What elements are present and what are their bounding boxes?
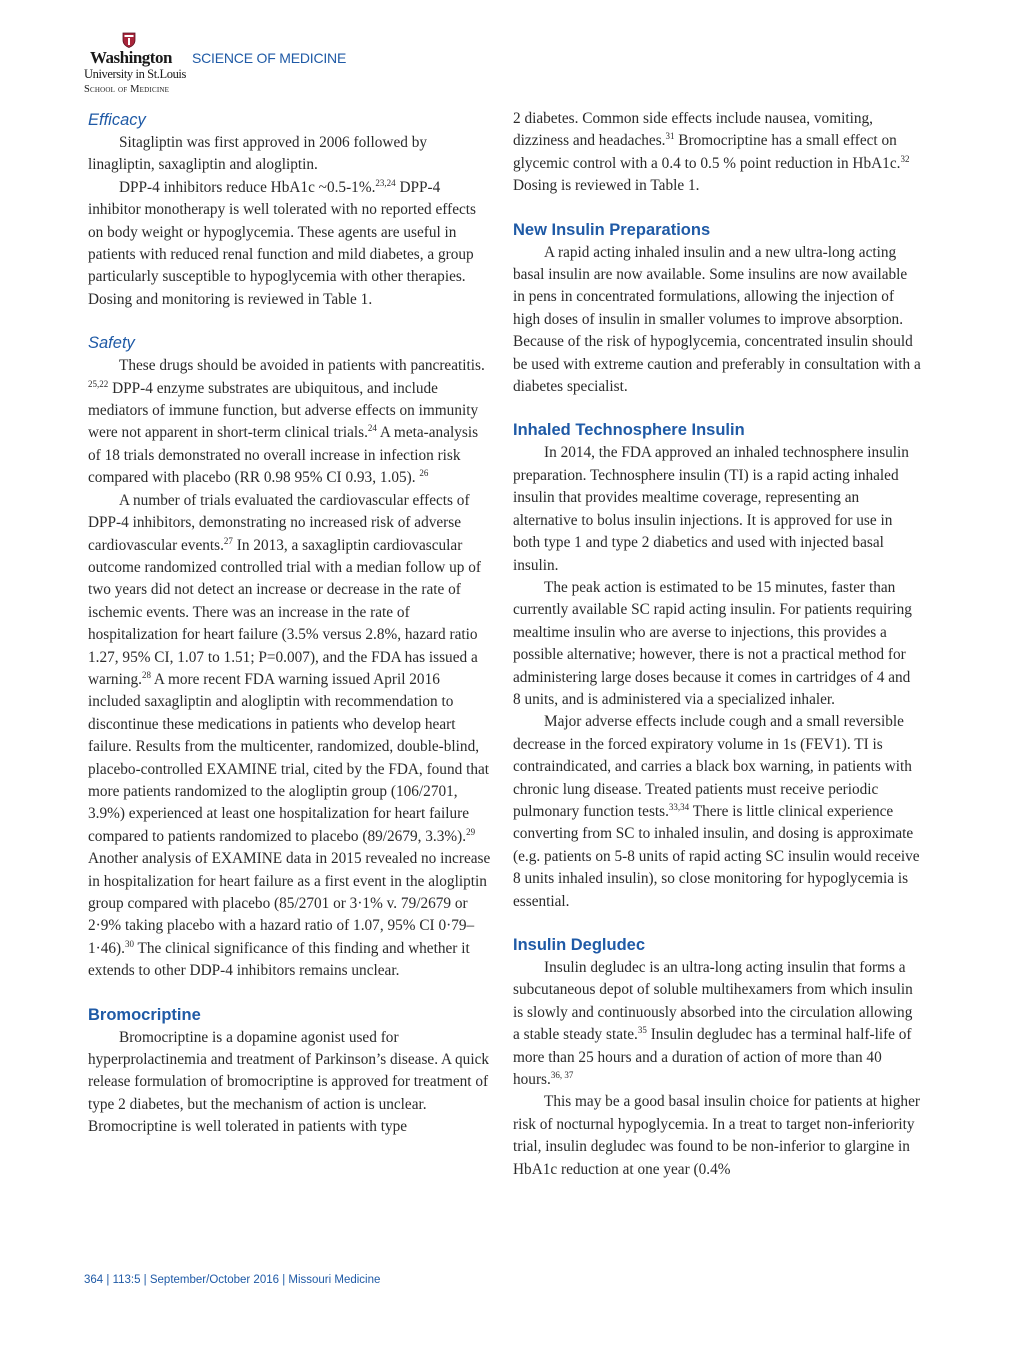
text-run: DPP-4 enzyme substrates are ubiquitous, and include mediators of immune function, but adverse effects on immunity were not apparent in short-term clinical trials. [88, 379, 479, 442]
text-run: The peak action is estimated to be 15 minutes, faster than currently available SC rapid acting insulin. For patients requiring mealtime insulin who are averse to injections, this provides a possible alternative; however, there is not a practical method for administering large doses because it comes in cartridges of 4 and 8 units, and is administered via a specialized inhaler. [513, 578, 912, 708]
text-run: 2 diabetes. Common side effects include nausea, vomiting, dizziness and headaches. [513, 110, 873, 150]
citation-ref: 25,22 [88, 378, 109, 389]
citation-ref: 36, 37 [550, 1070, 574, 1081]
paragraph [513, 711, 921, 913]
paragraph [88, 132, 492, 177]
heading-bromocriptine: Bromocriptine [88, 1005, 201, 1024]
paragraph [88, 1027, 492, 1139]
university-logo [84, 30, 186, 100]
text-run: DPP-4 inhibitors reduce HbA1c ~0.5-1%. [119, 178, 376, 196]
shield-icon [122, 32, 136, 48]
text-run: Bromocriptine has a small effect on glycemic control with a 0.4 to 0.5 % point reduction in HbA1c. [513, 132, 901, 172]
citation-ref: 24 [367, 423, 377, 434]
text-run: This may be a good basal insulin choice for patients at higher risk of nocturnal hypoglycemia. In a treat to target non-inferiority trial, insulin degludec was found to be non-inferior to glargine in HbA1c reduction at one year (0.4% [513, 1093, 920, 1178]
page-header [84, 30, 484, 100]
right-column [513, 108, 921, 1181]
section-label: SCIENCE OF MEDICINE [192, 50, 347, 66]
paragraph [513, 957, 921, 1091]
citation-ref: 26 [419, 468, 429, 479]
page-footer: 364 | 113:5 | September/October 2016 | Missouri Medicine [84, 1274, 381, 1286]
text-run: Bromocriptine is a dopamine agonist used for hyperprolactinemia and treatment of Parkinson’s disease. A quick release formulation of bromocriptine is approved for treatment of type 2 diabetes, but the mechanism of action is unclear. Bromocriptine is well tolerated in patients with type [88, 1028, 490, 1136]
citation-ref: 27 [223, 535, 233, 546]
text-run: In 2014, the FDA approved an inhaled technosphere insulin preparation. Technosphere insulin (TI) is a rapid acting inhaled insulin that provides mealtime coverage, representing an alternative to bolus insulin injections. It is approved for use in both type 1 and type 2 diabetics and used with injected basal insulin. [513, 444, 909, 574]
text-run: Sitagliptin was first approved in 2006 followed by linagliptin, saxagliptin and alogliptin. [88, 134, 428, 174]
text-run: A meta-analysis of 18 trials demonstrated no overall increase in infection risk compared with placebo (RR 0.98 95% CI 0.93, 1.05). [88, 424, 479, 487]
citation-ref: 35 [637, 1025, 647, 1036]
paragraph [513, 1091, 921, 1181]
text-run: These drugs should be avoided in patients with pancreatitis. [119, 357, 485, 375]
text-run: The clinical significance of this finding and whether it extends to other DDP-4 inhibitors remains unclear. [88, 939, 470, 980]
logo-text-university: University in St.Louis [84, 67, 186, 81]
text-run: There is little clinical experience converting from SC to inhaled insulin, and dosing is approximate (e.g. patients on 5-8 units of rapid acting SC insulin would receive 8 units inhaled insulin), so close monitoring for hypoglycemia is essential. [513, 802, 920, 910]
paragraph [88, 490, 492, 983]
citation-ref: 33,34 [668, 801, 690, 812]
text-run: Insulin degludec is an ultra-long acting insulin that forms a subcutaneous depot of soluble multihexamers from which insulin is slowly and continuously absorbed into the circulation allowing a stable steady state. [513, 959, 913, 1044]
text-run: In 2013, a saxagliptin cardiovascular outcome randomized controlled trial with a median follow up of two years did not detect an increase or decrease in the rate of ischemic events. There was an increase in the rate of hospitalization for heart failure (3.5% versus 2.8%, hazard ratio 1.27, 95% CI, 1.07 to 1.51; P=0.007), and the FDA has issued a warning. [88, 536, 481, 688]
citation-ref: 32 [900, 153, 910, 164]
text-run: Another analysis of EXAMINE data in 2015 revealed no increase in hospitalization for heart failure as a first event in the alogliptin group compared with placebo (85/2701 or 3·1% v. 79/2679 or 2·9% taking placebo with a hazard ratio of 1.07, 95% CI 0·79–1·46). [88, 850, 491, 957]
citation-ref: 29 [466, 826, 476, 837]
citation-ref: 28 [141, 669, 151, 680]
logo-text-washington: Washington [90, 48, 172, 67]
text-run: DPP-4 inhibitor monotherapy is well tolerated with no reported effects on body weight or hypoglycemia. These agents are useful in patients with reduced renal function and mild diabetes, a group particularly susceptible to hypoglycemia with other therapies. Dosing and monitoring is reviewed in Table 1. [88, 178, 476, 308]
text-run: Major adverse effects include cough and a small reversible decrease in the forced expiratory volume in 1s (FEV1). TI is contraindicated, and carries a black box warning, in patients with chronic lung disease. Treated patients must receive periodic pulmonary function tests. [513, 713, 912, 820]
paragraph [88, 355, 492, 489]
citation-ref: 23,24 [375, 177, 396, 188]
heading-insulin-degludec: Insulin Degludec [513, 936, 646, 954]
paragraph [513, 442, 921, 576]
citation-ref: 30 [124, 938, 134, 949]
paragraph [88, 177, 492, 311]
heading-new-insulin: New Insulin Preparations [513, 220, 711, 239]
heading-safety: Safety [88, 334, 135, 353]
heading-efficacy: Efficacy [88, 111, 146, 129]
text-run: A more recent FDA warning issued April 2016 included saxagliptin and alogliptin with recommendation to discontinue these medications in patients who develop heart failure. Results from the multicenter, randomized, double-blind, placebo-controlled EXAMINE trial, cited by the FDA, found that more patients randomized to the alogliptin group (106/2701, 3.9%) experienced at least one hospitalization for heart failure compared to patients randomized to placebo (89/2679, 3.3%). [88, 670, 490, 845]
text-run: A rapid acting inhaled insulin and a new ultra-long acting basal insulin are now available. Some insulins are now available in pens in concentrated formulations, allowing the injection of high doses of insulin in smaller volumes to improve absorption. Because of the risk of hypoglycemia, concentrated insulin should be used with extreme caution and preferably in consultation with a diabetes specialist. [513, 243, 921, 396]
paragraph [513, 242, 921, 399]
text-run: A number of trials evaluated the cardiovascular effects of DPP-4 inhibitors, demonstrating no increased risk of adverse cardiovascular events. [88, 491, 470, 554]
citation-ref: 31 [665, 131, 675, 142]
heading-inhaled-insulin: Inhaled Technosphere Insulin [513, 421, 745, 440]
text-run: Dosing is reviewed in Table 1. [513, 177, 700, 195]
paragraph [513, 577, 921, 711]
text-run: Insulin degludec has a terminal half-life of more than 25 hours and a duration of action of more than 40 hours. [513, 1026, 912, 1089]
left-column [88, 108, 492, 1139]
paragraph [513, 108, 921, 198]
logo-text-school: School of Medicine [84, 84, 170, 95]
